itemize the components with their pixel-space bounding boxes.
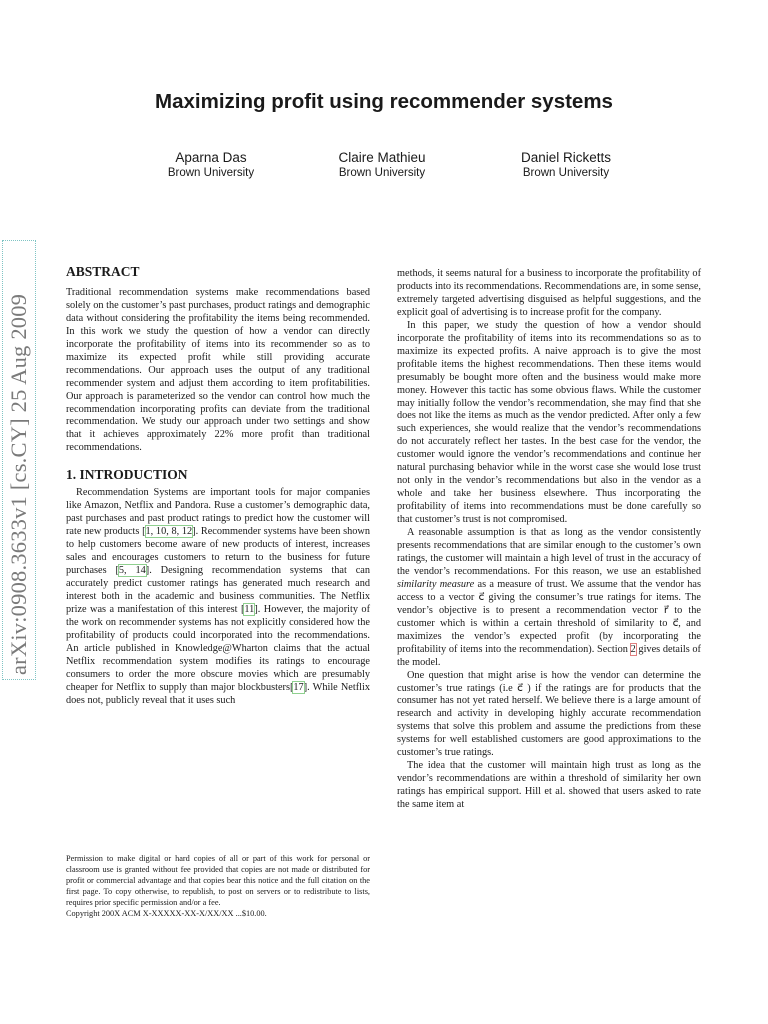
right-column: [397, 268, 701, 812]
text-run: ]. Recommender systems have been shown to help customers become aware of new products of interest, increases sales and encourages customers to return to the business for future purchases [: [66, 526, 370, 577]
citation-link[interactable]: 11: [244, 603, 255, 615]
author-name: Daniel Ricketts: [520, 150, 612, 165]
copyright-text: Copyright 200X ACM X-XXXXX-XX-X/XX/XX ...$10.00.: [66, 909, 267, 919]
citation-link[interactable]: 5, 14: [118, 565, 146, 577]
text-run: Recommendation Systems are important tools for major companies like Amazon, Netflix and Pandora. Ruse a customer’s demographic data, past purchases and past product ratings to predict how the customer will rate new products [: [66, 487, 370, 538]
text-run: ]. Designing recommendation systems that can accurately predict customer ratings has generated much research and interest both in the academic and business communities. The Netflix prize was a manifestation of this interest [: [66, 565, 370, 615]
text-run: A reasonable assumption is that as long as the vendor consistently presents recommendations that are similar enough to the customer’s own ratings, the customer will maintain a high level of trust in the accuracy of the vendor’s recommendations. For this reason, we use an established: [397, 527, 701, 577]
author-name: Aparna Das: [175, 150, 247, 165]
text-run: ]. While Netflix does not, publicly reveal that it uses such: [66, 681, 370, 706]
author-1: [121, 150, 301, 180]
paragraph: The idea that the customer will maintain high trust as long as the vendor’s recommendations are within a threshold of similarity her own ratings has empirical support. Hill et al. showed that users asked to rate the same item at: [397, 760, 701, 811]
paper-title: Maximizing profit using recommender systems: [155, 90, 613, 113]
author-name: Claire Mathieu: [338, 150, 426, 165]
paragraph: One question that might arise is how the vendor can determine the customer’s true ratings (i.e c⃗ ) if the ratings are for products that the consumer has not yet rated herself. We believe there is a large amount of research and activity in developing highly accurate recommendation systems that solve this problem and assume the predictions from these systems for well established customers are good approximations to the customer’s true ratings.: [397, 669, 701, 759]
introduction-heading: 1. INTRODUCTION: [66, 467, 188, 483]
text-run: gives details of the model.: [397, 643, 701, 668]
author-3: [476, 150, 656, 180]
abstract-text: Traditional recommendation systems make recommendations based solely on the customer’s past purchases, product ratings and demographic data without considering the profitability the items being recommended. In this work we study the question of how a vendor can directly incorporate the profitability of items into its recommender so as to maximize its expected profit while still providing accurate recommendations. Our approach uses the output of any traditional recommender system and adjust them according to item profitabilities. Our approach is parameterized so the vendor can control how much the recommendation incorporating profits can deviate from the traditional recommendation. We study our approach under two settings and show that it achieves approximately 22% more profit than traditional recommendations.: [66, 286, 370, 454]
paragraph: methods, it seems natural for a business to incorporate the profitability of products into its recommendations. Recommendations are, in some sense, extremely targeted advertising disguised as helpful suggestions, and the explicit goal of advertising is to increase profit for the company.: [397, 268, 701, 318]
section-reference-link[interactable]: 2: [630, 643, 636, 655]
left-column: [66, 266, 370, 708]
paragraph: In this paper, we study the question of how a vendor should incorporate the profitability of items into its recommendations so as to maximize its expected profits. A naive approach is to give the most profitable items the highest recommendations. Then these items would presumably be bought more often and the business would make more money. However this tactic has some obvious flaws. While the customer may initially follow the vendor’s recommendation, she may find that she does not like the items as much as the vendor predicted. After only a few such experiences, she would realize that the vendor’s recommendations do not accurately reflect her tastes. In the best case for the vendor, the customer would ignore the vendor’s recommendations and continue her natural purchasing behavior while in the worst case she would lose trust not only in the vendor’s recommendations but also in the vendor as a whole and take her business elsewhere. Thus incorporating the profitability of items into recommendations must be done carefully so that customer’s trust is not compromised.: [397, 319, 701, 526]
emphasized-term: similarity measure: [397, 578, 475, 590]
permission-text: Permission to make digital or hard copies of all or part of this work for personal or classroom use is granted without fee provided that copies are not made or distributed for profit or commercial advantage and that copies bear this notice and the full citation on the first page. To copy otherwise, to republish, to post on servers or to redistribute to lists, requires prior specific permission and/or a fee.: [66, 854, 370, 908]
author-affiliation: Brown University: [338, 167, 426, 179]
text-run: ]. However, the majority of the work on recommender systems has not explicitly considered how the profitability of products could incorporated into the recommendations. An article published in Knowledge@Wharton claims that the actual Netflix recommendation system modifies its ratings to encourage consumers to order the more obscure movies which are presumably cheaper for Netflix to supply than major blockbusters[: [66, 603, 370, 693]
citation-link[interactable]: 17: [293, 681, 304, 693]
author-affiliation: Brown University: [522, 167, 610, 179]
author-affiliation: Brown University: [167, 167, 255, 179]
arxiv-identifier: arXiv:0908.3633v1 [cs.CY] 25 Aug 2009: [6, 293, 31, 675]
citation-link[interactable]: 1, 10, 8, 12: [145, 526, 193, 538]
abstract-heading: ABSTRACT: [66, 264, 140, 279]
paragraph: [397, 527, 701, 669]
author-2: [292, 150, 472, 180]
introduction-paragraph: [66, 487, 370, 707]
text-run: as a measure of trust. We assume that the vendor has access to a vector c⃗ giving the consumer’s true ratings for items. The vendor’s objective is to present a recommendation vector r⃗ to the customer which is within a certain threshold of similarity to c⃗, and maximizes the vendor’s expected profit (by incorporating the profitability of items into the recommendation). Section: [397, 578, 701, 655]
permission-footnote: [66, 853, 370, 920]
